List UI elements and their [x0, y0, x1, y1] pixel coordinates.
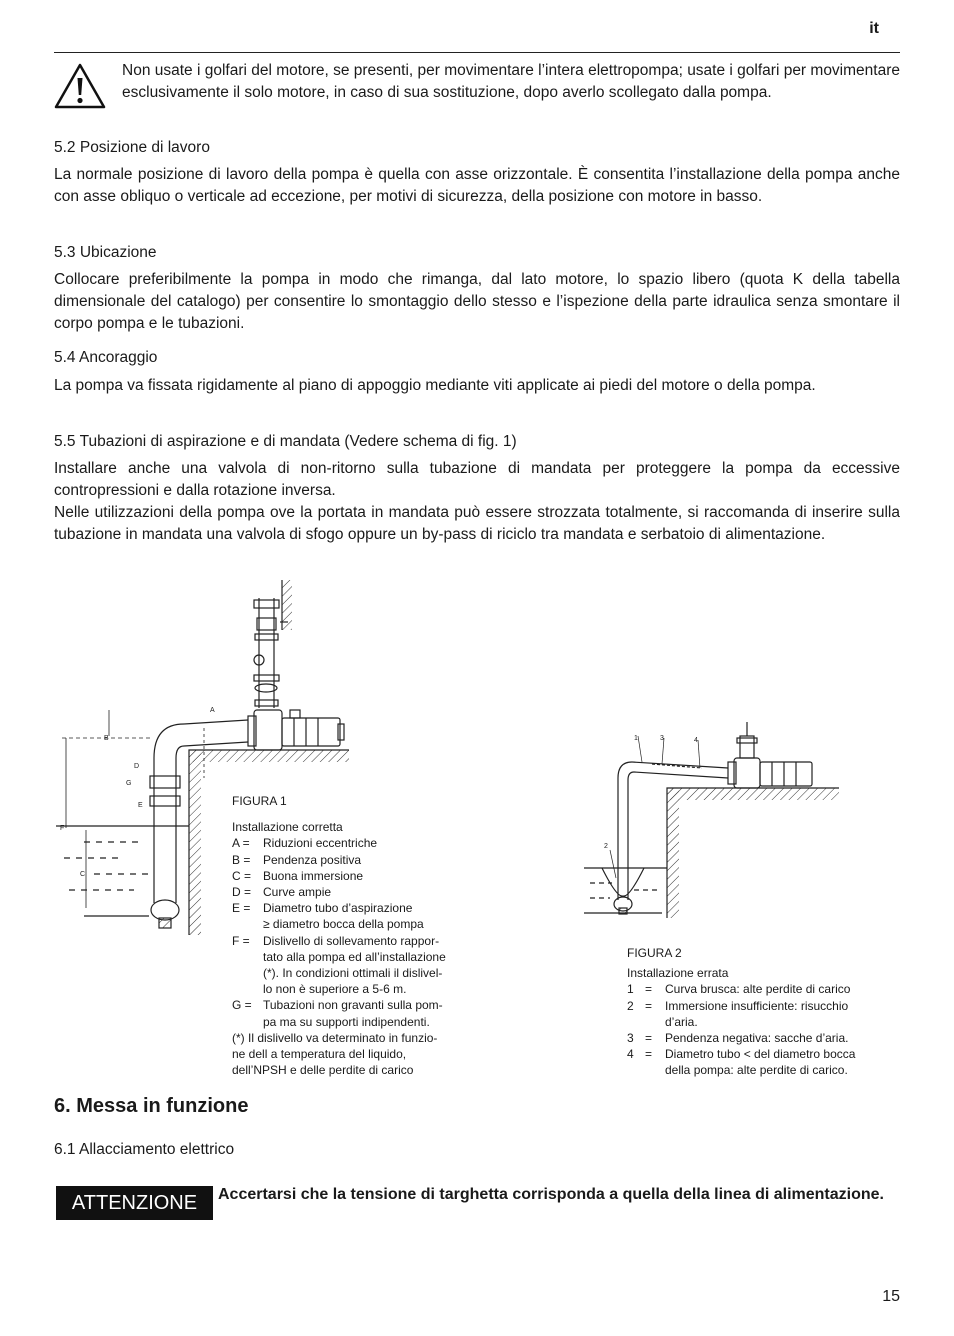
section-title-6-1: 6.1 Allacciamento elettrico [54, 1141, 235, 1158]
figure-1-note-line: ne dell a temperatura del liquido, [232, 1047, 407, 1062]
section-body-5-5a: Installare anche una valvola di non-ritorno sulla tubazione di mandata per proteggere la pompa da eccessive contropressioni e dalla rotazione inversa. [54, 460, 900, 499]
attention-text: Accertarsi che la tensione di targhetta corrisponda a quella della linea di alimentazione. [218, 1186, 884, 1203]
legend-row: B = Pendenza positiva [232, 852, 362, 867]
legend-row: E = Diametro tubo d’aspirazione [232, 901, 413, 916]
legend-row: (*). In condizioni ottimali il dislivel- [263, 966, 443, 981]
legend-row: ≥ diametro bocca della pompa [263, 917, 424, 932]
section-body-5-3: Collocare preferibilmente la pompa in modo che rimanga, dal lato motore, lo spazio libero (quota K della tabella dimensionale del catalogo) per consentire lo smontaggio dello stesso e l’ispezione della parte idraulica senza smontare il corpo pompa e le tubazioni. [54, 271, 900, 332]
figure-1-title: Installazione corretta [232, 820, 343, 835]
page-number: 15 [882, 1288, 900, 1305]
legend-row: 2 = Immersione insufficiente: risucchio [627, 998, 849, 1013]
figure-1-note-line: (*) Il dislivello va determinato in funzio- [232, 1030, 438, 1045]
chapter-title: 6. Messa in funzione [54, 1095, 249, 1117]
legend-row: tato alla pompa ed all’installazione [263, 949, 446, 964]
figure-2-caption: FIGURA 2 [627, 946, 682, 960]
fig1-label-g: G [126, 780, 132, 787]
fig2-label-4: 4 [694, 737, 698, 744]
legend-row: C = Buona immersione [232, 868, 364, 883]
section-title-5-4: 5.4 Ancoraggio [54, 349, 158, 366]
section-body-5-4: La pompa va fissata rigidamente al piano di appoggio mediante viti applicate ai piedi del motore o della pompa. [54, 377, 816, 394]
warning-triangle-icon [54, 62, 106, 110]
section-title-5-2: 5.2 Posizione di lavoro [54, 139, 210, 156]
fig2-label-3: 3 [660, 735, 664, 742]
section-title-5-3: 5.3 Ubicazione [54, 244, 157, 261]
language-code: it [869, 20, 879, 37]
figure-2-title: Installazione errata [627, 966, 729, 981]
fig1-label-d: D [134, 763, 140, 770]
section-body-5-2: La normale posizione di lavoro della pompa è quella con asse orizzontale. È consentita l’installazione della pompa anche con asse obliquo o verticale ad eccezione, per motivi di sicurezza, della posizione con motore in basso. [54, 166, 900, 205]
warning-text: Non usate i golfari del motore, se presenti, per movimentare l’intera elettropompa; usate i golfari per movimentare esclusivamente il solo motore, in caso di sua sostituzione, dopo averlo scollegato dalla pompa. [122, 62, 900, 101]
header-rule [54, 52, 900, 53]
fig1-label-a: A [210, 707, 215, 714]
fig1-label-b: B [104, 735, 109, 742]
legend-row: 4 = Diametro tubo < del diametro bocca [627, 1047, 856, 1062]
legend-row: 1 = Curva brusca: alte perdite di carico [627, 982, 851, 997]
fig1-label-f: F [60, 825, 65, 832]
figure-1-caption: FIGURA 1 [232, 794, 287, 808]
fig1-label-e: E [138, 802, 143, 809]
legend-row: F = Dislivello di sollevamento rappor- [232, 933, 440, 948]
attention-badge: ATTENZIONE [56, 1186, 213, 1220]
legend-row: G = Tubazioni non gravanti sulla pom- [232, 998, 443, 1013]
legend-row: 3 = Pendenza negativa: sacche d’aria. [627, 1031, 849, 1046]
legend-row: della pompa: alte perdite di carico. [665, 1063, 848, 1078]
figure-1-legend [232, 793, 482, 1078]
section-title-5-5: 5.5 Tubazioni di aspirazione e di mandata (Vedere schema di fig. 1) [54, 433, 517, 450]
fig1-label-c: C [80, 871, 86, 878]
figure-2-legend [627, 945, 907, 1079]
legend-row: pa ma su supporti indipendenti. [263, 1014, 430, 1029]
legend-row: lo non è superiore a 5-6 m. [263, 982, 407, 997]
figure-1-note-line: dell’NPSH e delle perdite di carico [232, 1063, 414, 1078]
section-body-5-5b: Nelle utilizzazioni della pompa ove la portata in mandata può essere strozzata totalmente, si raccomanda di inserire sulla tubazione in mandata una valvola di sfogo oppure un by-pass di riciclo tra mandata e serbatoio di alimentazione. [54, 504, 900, 543]
legend-row: d’aria. [665, 1014, 698, 1029]
legend-row: D = Curve ampie [232, 885, 332, 900]
figure-2-diagram [582, 718, 842, 923]
fig2-label-2: 2 [604, 843, 608, 850]
legend-row: A = Riduzioni eccentriche [232, 836, 378, 851]
fig2-label-1: 1 [634, 735, 638, 742]
